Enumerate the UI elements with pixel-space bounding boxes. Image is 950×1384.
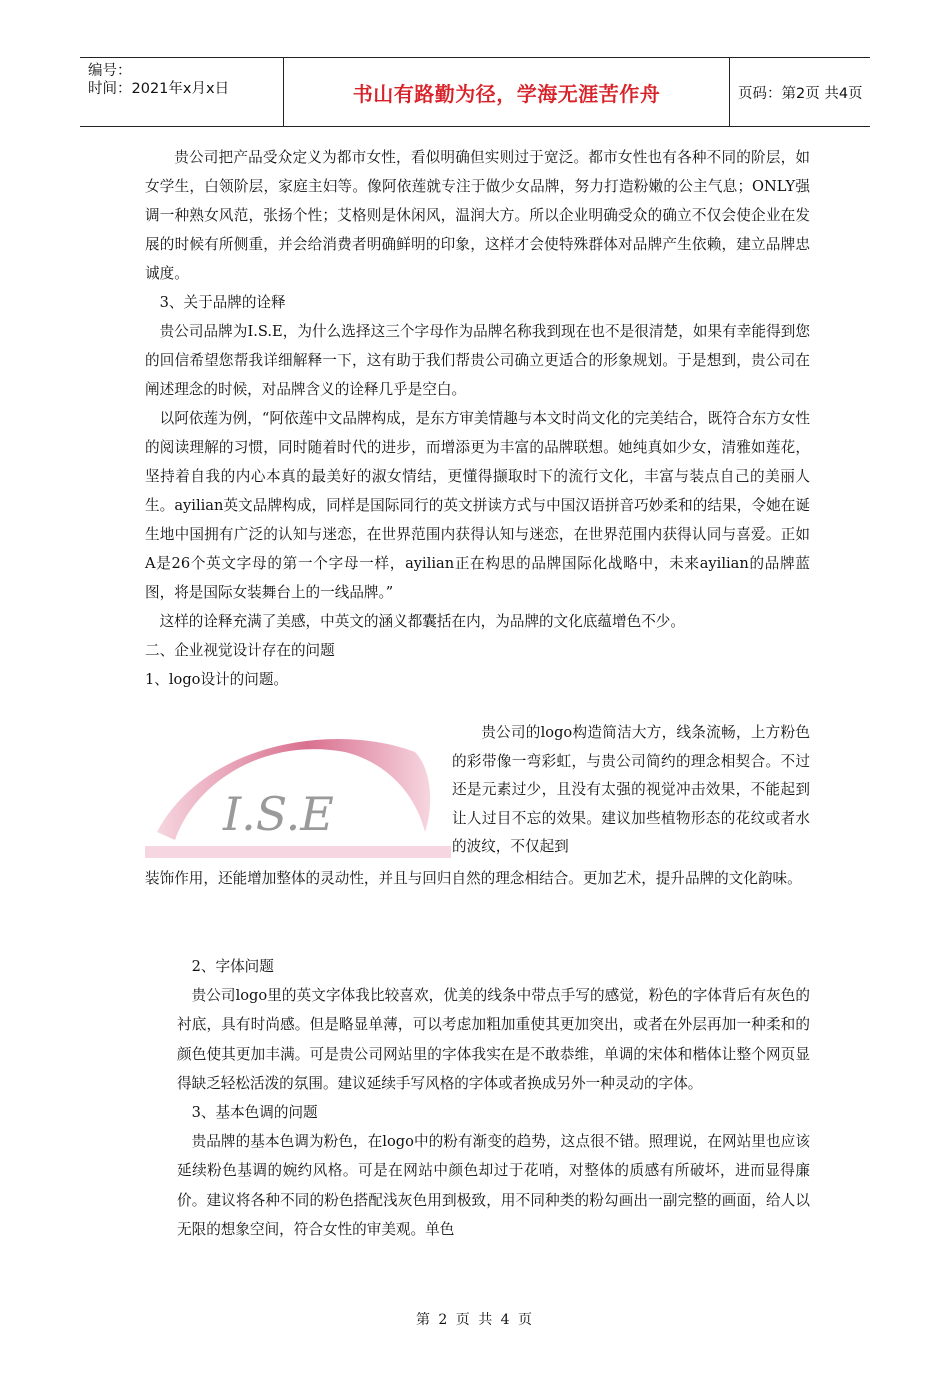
paragraph-logo-critique-end: 装饰作用，还能增加整体的灵动性，并且与回归自然的理念相结合。更加艺术，提升品牌的文化韵味。 — [145, 870, 802, 887]
paragraph-color-issues: 贵品牌的基本色调为粉色，在logo中的粉有渐变的趋势，这点很不错。照理说，在网站里也应该延续粉色基调的婉约风格。可是在网站中颜色却过于花哨，对整体的质感有所破坏，进而显得廉价。建议将各种不同的粉色搭配浅灰色用到极致，用不同种类的粉勾画出一副完整的画面，给人以无限的想象空间，符合女性的审美观。单色 — [177, 1133, 810, 1238]
paragraph-logo-critique: 贵公司的logo构造简洁大方，线条流畅，上方粉色的彩带像一弯彩虹，与贵公司简约的理念相契合。不过还是元素过少，且没有太强的视觉冲击效果，不能起到让人过目不忘的效果。建议加些植物形态的花纹或者水的波纹，不仅起到 — [452, 724, 810, 856]
paragraph-ayilian-example: 以阿依莲为例，“阿依莲中文品牌构成，是东方审美情趣与本文时尚文化的完美结合，既符合东方女性的阅读理解的习惯，同时随着时代的进步，而增添更为丰富的品牌联想。她纯真如少女，清雅如莲花，坚持着自我的内心本真的最美好的淑女情结，更懂得撷取时下的流行文化，丰富与装点自己的美丽人生。ayilian英文品牌构成，同样是国际同行的英文拼读方式与中国汉语拼音巧妙柔和的结果，令她在诞生地中国拥有广泛的认知与迷恋，在世界范围内获得认知与迷恋，在世界范围内获得认同与喜爱。正如A是26个英文字母的第一个字母一样，ayilian正在构思的品牌国际化战略中，未来ayilian的品牌蓝图，将是国际女装舞台上的一线品牌。” — [145, 410, 810, 601]
paragraph-interpretation-summary: 这样的诠释充满了美感，中英文的涵义都囊括在内，为品牌的文化底蕴增色不少。 — [159, 613, 685, 630]
heading-color-issues: 3、基本色调的问题 — [191, 1104, 318, 1122]
document-date: 时间：2021年x月x日 — [88, 81, 230, 97]
section-target-audience — [145, 143, 810, 694]
paragraph-font-issues: 贵公司logo里的英文字体我比较喜欢，优美的线条中带点手写的感觉，粉色的字体背后有灰色的衬底，具有时尚感。但是略显单薄，可以考虑加粗加重使其更加突出，或者在外层再加一种柔和的颜色使其更加丰满。可是贵公司网站里的字体我实在是不敢恭维，单调的宋体和楷体让整个网页显得缺乏轻松活泼的氛围。建议延续手写风格的字体或者换成另外一种灵动的字体。 — [177, 987, 810, 1092]
logo-base-band — [145, 846, 451, 858]
header-page-info: 页码：第2页 共4页 — [738, 85, 863, 102]
logo-text: I.S.E — [223, 787, 334, 841]
heading-logo-issues: 1、logo设计的问题。 — [145, 671, 289, 688]
brand-logo-graphic — [145, 722, 451, 858]
heading-brand-interpretation: 3、关于品牌的诠释 — [159, 294, 286, 311]
section-font-and-color — [177, 952, 810, 1244]
paragraph-audience: 贵公司把产品受众定义为都市女性，看似明确但实则过于宽泛。都市女性也有各种不同的阶层，如女学生，白领阶层，家庭主妇等。像阿依莲就专注于做少女品牌，努力打造粉嫩的公主气息；ONLY强调一种熟女风范，张扬个性；艾格则是休闲风，温润大方。所以企业明确受众的确立不仅会使企业在发展的时候有所侧重，并会给消费者明确鲜明的印象，这样才会使特殊群体对品牌产生依赖，建立品牌忠诚度。 — [145, 149, 810, 282]
logo-description-continued — [145, 864, 810, 893]
heading-font-issues: 2、字体问题 — [191, 958, 274, 975]
paragraph-brand-name: 贵公司品牌为I.S.E，为什么选择这三个字母作为品牌名称我到现在也不是很清楚，如果有幸能得到您的回信希望您帮我详细解释一下，这有助于我们帮贵公司确立更适合的形象规划。于是想到，贵公司在阐述理念的时候，对品牌含义的诠释几乎是空白。 — [145, 323, 810, 398]
header-meta — [88, 58, 278, 130]
document-number-label: 编号： — [88, 63, 132, 79]
brand-logo-image — [145, 722, 451, 858]
page-header — [80, 57, 870, 127]
header-motto: 书山有路勤为径，学海无涯苦作舟 — [283, 58, 730, 126]
page-footer: 第 2 页 共 4 页 — [415, 1312, 535, 1328]
heading-visual-design-issues: 二、企业视觉设计存在的问题 — [145, 642, 335, 659]
logo-description — [452, 719, 810, 862]
